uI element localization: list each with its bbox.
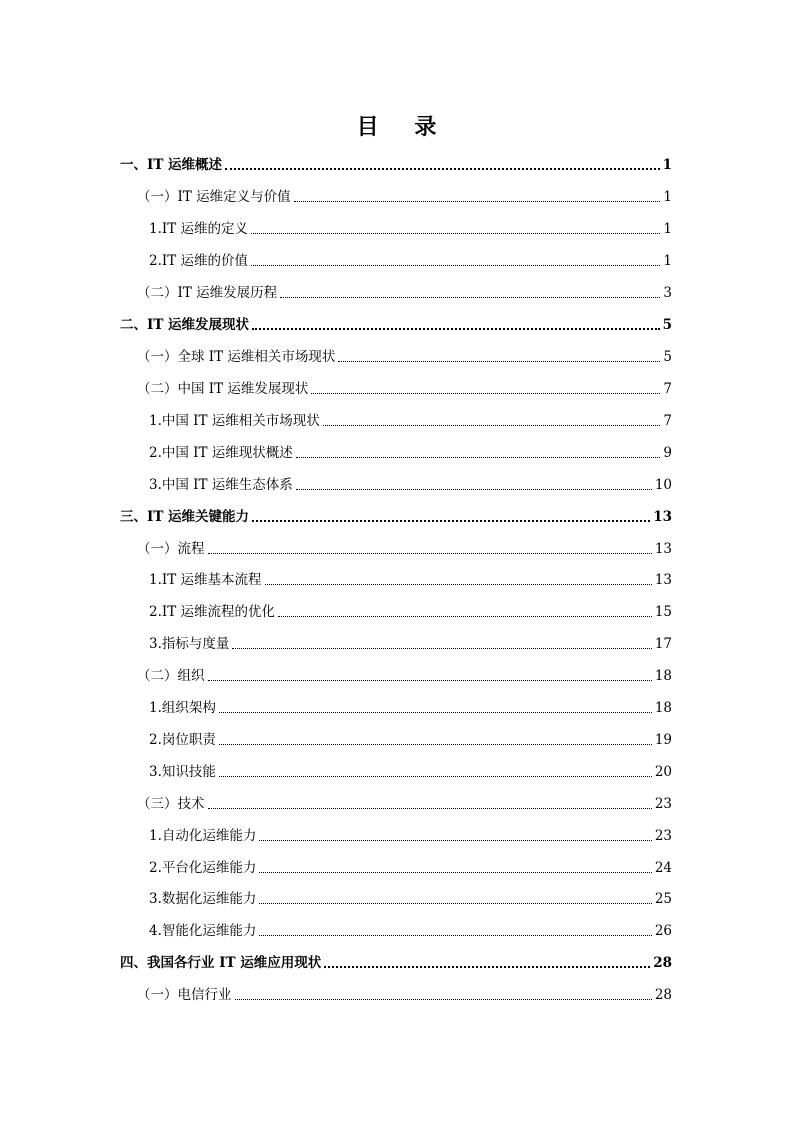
dot-leader <box>208 553 652 554</box>
dot-leader <box>225 168 660 170</box>
toc-entry[interactable] <box>149 921 672 941</box>
toc-entry-page: 13 <box>654 541 672 557</box>
dot-leader <box>280 297 660 298</box>
toc-entry-label: 3.知识技能 <box>149 764 216 780</box>
toc-entry-label: （一）电信行业 <box>137 987 232 1003</box>
toc-entry-page: 3 <box>663 285 672 301</box>
toc-entry-label: （二）组织 <box>137 668 205 684</box>
toc-entry-page: 23 <box>654 828 672 844</box>
dot-leader <box>265 584 652 585</box>
dot-leader <box>252 520 650 522</box>
toc-entry[interactable] <box>149 602 672 622</box>
dot-leader <box>251 233 660 234</box>
toc-entry-label: （二）IT 运维发展历程 <box>137 285 278 301</box>
toc-entry-page: 13 <box>653 509 672 525</box>
page-title: 目 录 <box>356 114 451 140</box>
toc-entry-label: 1.中国 IT 运维相关市场现状 <box>149 413 320 429</box>
toc-entry[interactable] <box>149 858 672 878</box>
toc-entry-label: 2.中国 IT 运维现状概述 <box>149 445 293 461</box>
toc-entry-page: 7 <box>663 413 672 429</box>
dot-leader <box>219 776 652 777</box>
toc-entry[interactable] <box>137 347 672 367</box>
dot-leader <box>278 616 652 617</box>
dot-leader <box>251 265 660 266</box>
toc-entry-chapter-2[interactable] <box>120 315 672 335</box>
toc-entry-page: 17 <box>654 636 672 652</box>
dot-leader <box>259 903 651 904</box>
toc-entry-label: 2.平台化运维能力 <box>149 860 257 876</box>
toc-entry-page: 24 <box>654 860 672 876</box>
toc-entry-page: 1 <box>663 221 672 237</box>
toc-entry-label: 1.IT 运维的定义 <box>149 221 249 237</box>
toc-entry[interactable] <box>137 379 672 399</box>
toc-entry-label: （一）流程 <box>137 541 205 557</box>
dot-leader <box>235 999 652 1000</box>
toc-entry-page: 18 <box>654 668 672 684</box>
toc-entry-label: （一）IT 运维定义与价值 <box>137 189 291 205</box>
toc-entry[interactable] <box>137 794 672 814</box>
toc-entry-label: 1.组织架构 <box>149 700 216 716</box>
toc-entry-label: 3.指标与度量 <box>149 636 230 652</box>
dot-leader <box>259 935 651 936</box>
toc-entry[interactable] <box>149 762 672 782</box>
toc-entry-page: 19 <box>654 732 672 748</box>
toc-entry-label: 2.岗位职责 <box>149 732 216 748</box>
toc-entry-label: 1.IT 运维基本流程 <box>149 572 262 588</box>
toc-entry-page: 26 <box>654 923 672 939</box>
toc-entry-page: 9 <box>663 445 672 461</box>
toc-entry-page: 5 <box>663 349 672 365</box>
toc-entry-label: 3.中国 IT 运维生态体系 <box>149 477 293 493</box>
toc-entry[interactable] <box>149 475 672 495</box>
dot-leader <box>338 361 660 362</box>
toc-entry-page: 1 <box>663 189 672 205</box>
dot-leader <box>324 966 650 968</box>
toc-entry-label: 2.IT 运维流程的优化 <box>149 604 276 620</box>
toc-entry[interactable] <box>137 187 672 207</box>
toc-entry[interactable] <box>149 889 672 909</box>
dot-leader <box>296 489 652 490</box>
toc-entry-page: 28 <box>653 955 672 971</box>
toc-entry[interactable] <box>149 443 672 463</box>
toc-entry-label: （二）中国 IT 运维发展现状 <box>137 381 309 397</box>
toc-entry-label: （一）全球 IT 运维相关市场现状 <box>137 349 336 365</box>
toc-entry-page: 15 <box>654 604 672 620</box>
toc-entry-chapter-4[interactable] <box>120 953 672 973</box>
toc-entry-label: 3.数据化运维能力 <box>149 891 257 907</box>
toc-entry-page: 1 <box>663 253 672 269</box>
toc-entry-page: 18 <box>654 700 672 716</box>
toc-entry[interactable] <box>149 634 672 654</box>
dot-leader <box>208 808 652 809</box>
toc-entry-label: 二、IT 运维发展现状 <box>120 317 250 333</box>
toc-entry[interactable] <box>149 730 672 750</box>
toc-entry[interactable] <box>137 283 672 303</box>
toc-entry[interactable] <box>149 826 672 846</box>
toc-entry-label: 2.IT 运维的价值 <box>149 253 249 269</box>
dot-leader <box>219 744 652 745</box>
dot-leader <box>296 457 661 458</box>
toc-entry-page: 1 <box>662 157 672 173</box>
toc-entry-page: 5 <box>662 317 672 333</box>
dot-leader <box>294 201 661 202</box>
toc-entry[interactable] <box>149 251 672 271</box>
toc-entry-label: 四、我国各行业 IT 运维应用现状 <box>120 955 322 971</box>
toc-entry-label: 一、IT 运维概述 <box>120 157 223 173</box>
toc-entry[interactable] <box>149 219 672 239</box>
toc-entry[interactable] <box>137 985 672 1005</box>
toc-entry[interactable] <box>137 539 672 559</box>
toc-entry-page: 10 <box>654 477 672 493</box>
toc-entry-page: 23 <box>654 796 672 812</box>
toc-entry-label: 三、IT 运维关键能力 <box>120 509 250 525</box>
toc-entry-page: 20 <box>654 764 672 780</box>
toc-entry[interactable] <box>149 411 672 431</box>
toc-entry-chapter-1[interactable] <box>120 155 672 175</box>
toc-entry-label: （三）技术 <box>137 796 205 812</box>
toc-entry-page: 7 <box>663 381 672 397</box>
toc-entry[interactable] <box>149 570 672 590</box>
dot-leader <box>259 840 651 841</box>
toc-entry[interactable] <box>137 666 672 686</box>
toc-entry-page: 25 <box>654 891 672 907</box>
dot-leader <box>252 328 660 330</box>
toc-entry-page: 13 <box>654 572 672 588</box>
toc-entry-label: 1.自动化运维能力 <box>149 828 257 844</box>
toc-entry-page: 28 <box>654 987 672 1003</box>
dot-leader <box>311 393 660 394</box>
dot-leader <box>219 712 652 713</box>
dot-leader <box>323 425 661 426</box>
toc-entry-label: 4.智能化运维能力 <box>149 923 257 939</box>
toc-entry[interactable] <box>149 698 672 718</box>
dot-leader <box>208 680 652 681</box>
dot-leader <box>259 872 651 873</box>
dot-leader <box>232 648 651 649</box>
toc-entry-chapter-3[interactable] <box>120 507 672 527</box>
